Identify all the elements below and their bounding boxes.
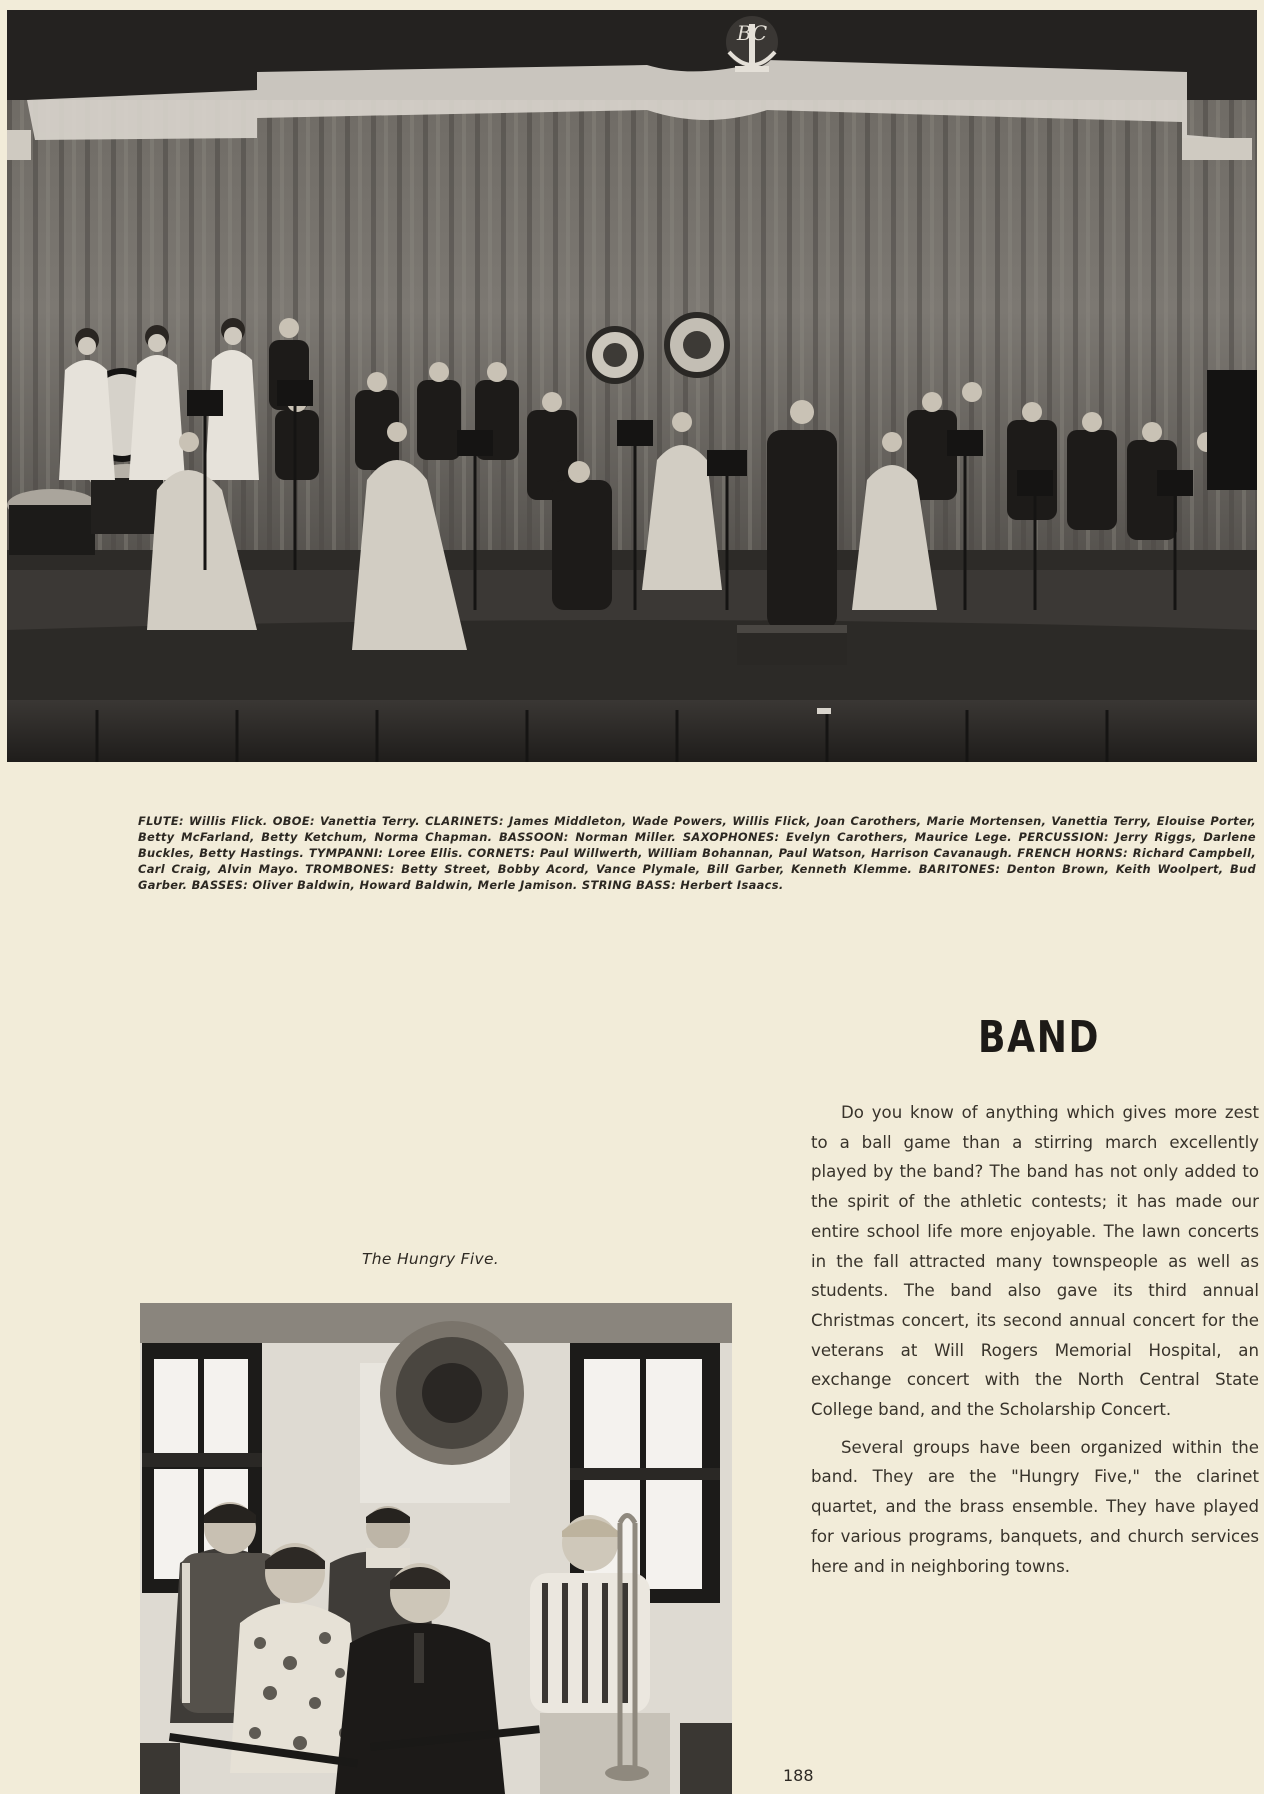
hungry-five-caption: The Hungry Five. [362,1250,500,1268]
page-title: BAND [978,1012,1101,1063]
article-paragraph: Do you know of anything which gives more zest to a ball game than a stirring march excellently played by the band? The band has not only added to the spirit of the athletic contests; it has made our entire school life more enjoyable. The lawn concerts in the fall attracted many townspeople as well as students. The band also gave its third annual Christmas concert, its second annual concert for the veterans at Will Rogers Memorial Hospital, an exchange concert with the North Central State College band, and the Scholarship Concert. [811,1103,1259,1420]
article-body [811,1098,1259,1581]
hungry-five-illustration [140,1303,732,1794]
band-on-stage-photo [7,10,1257,762]
article-paragraph: Several groups have been organized within the band. They are the "Hungry Five," the clarinet quartet, and the brass ensemble. They have played for various programs, banquets, and church services here and in neighboring towns. [811,1437,1259,1576]
crest-text: BC [736,21,768,45]
band-photo-illustration [7,10,1257,762]
hungry-five-photo [140,1303,732,1794]
band-roster-caption: FLUTE: Willis Flick. OBOE: Vanettia Terry. CLARINETS: James Middleton, Wade Powers, Willis Flick, Joan Carothers, Marie Mortensen, Vanettia Terry, Elouise Porter, Betty McFarland, Betty Ketchum, Norma Chapman. BASSOON: Norman Miller. SAXOPHONES: Evelyn Carothers, Maurice Lege. PERCUSSION: Jerry Riggs, Darlene Buckles, Betty Hastings. TYMPANNI: Loree Ellis. CORNETS: Paul Willwerth, William Bohannan, Paul Watson, Harrison Cavanaugh. FRENCH HORNS: Richard Campbell, Carl Craig, Alvin Mayo. TROMBONES: Betty Street, Bobby Acord, Vance Plymale, Bill Garber, Kenneth Klemme. BARITONES: Denton Brown, Keith Woolpert, Bud Garber. BASSES: Oliver Baldwin, Howard Baldwin, Merle Jamison. STRING BASS: Herbert Isaacs. [138,814,1256,892]
sousaphone-icon [380,1321,524,1465]
page-number: 188 [783,1766,814,1785]
